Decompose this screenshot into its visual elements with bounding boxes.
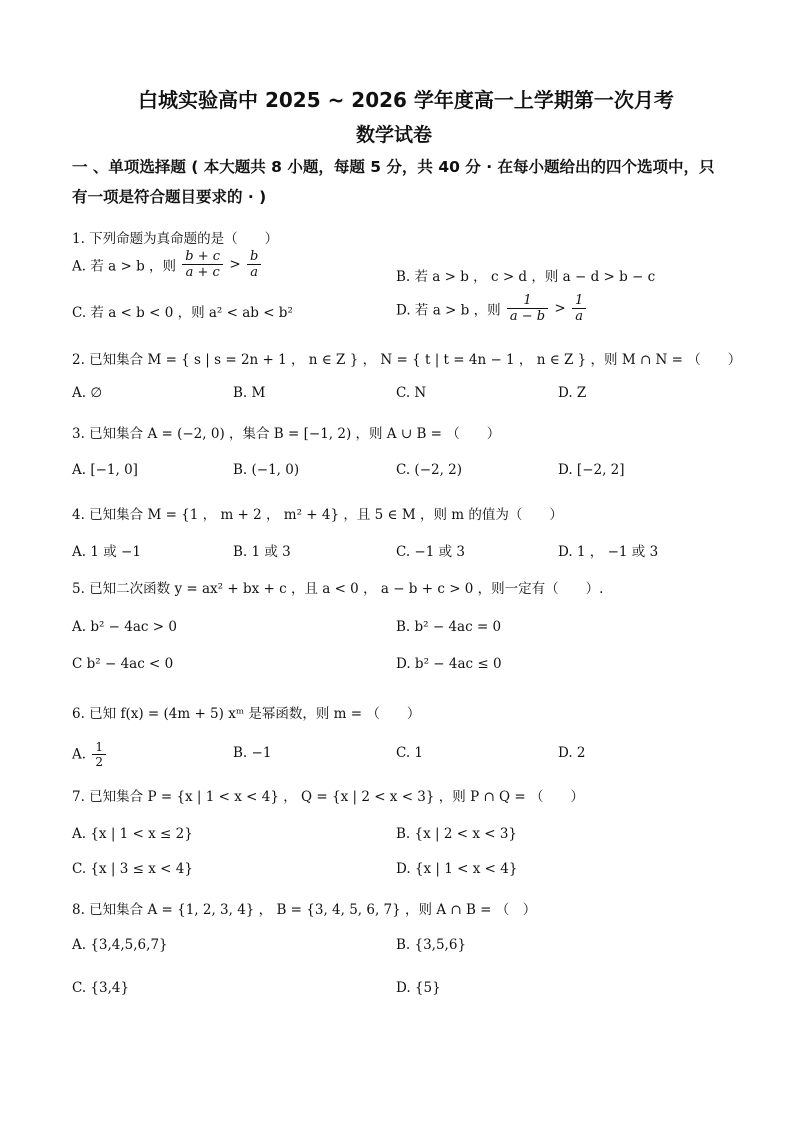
question-3-option-c: C. (−2, 2) bbox=[396, 462, 463, 478]
question-4-stem: 4. 已知集合 M = {1 ， m + 2 ， m² + 4} ，且 5 ∈ M ，则 m 的值为（ ） bbox=[72, 507, 563, 523]
question-3-option-b: B. (−1, 0) bbox=[233, 462, 300, 478]
question-7-option-c: C. {x | 3 ≤ x < 4} bbox=[72, 861, 193, 877]
question-1-option-d bbox=[396, 293, 588, 324]
question-2-option-c: C. N bbox=[396, 385, 427, 401]
question-2-stem: 2. 已知集合 M = { s | s = 2n + 1 ， n ∈ Z } ， N = { t | t = 4n − 1 ， n ∈ Z } ，则 M ∩ N = （ ） bbox=[72, 352, 742, 368]
question-2-option-d: D. Z bbox=[558, 385, 587, 401]
fraction bbox=[92, 740, 106, 769]
question-3-stem: 3. 已知集合 A = (−2, 0) ，集合 B = [−1, 2) ，则 A ∪ B = （ ） bbox=[72, 426, 501, 442]
question-4-option-a: A. 1 或 −1 bbox=[72, 544, 141, 560]
question-6-option-d: D. 2 bbox=[558, 745, 586, 761]
fraction-denominator: a + c bbox=[182, 264, 223, 280]
fraction-numerator: b + c bbox=[185, 249, 221, 264]
fraction bbox=[247, 249, 261, 280]
question-8-option-d: D. {5} bbox=[396, 980, 441, 996]
fraction-numerator: b bbox=[249, 249, 259, 264]
fraction bbox=[182, 249, 223, 280]
question-2-option-a: A. ∅ bbox=[72, 385, 103, 401]
question-6-option-c: C. 1 bbox=[396, 745, 424, 761]
question-7-option-a: A. {x | 1 < x ≤ 2} bbox=[72, 826, 193, 842]
question-8-option-b: B. {3,5,6} bbox=[396, 937, 467, 953]
question-1-stem: 1. 下列命题为真命题的是（ ） bbox=[72, 231, 279, 247]
fraction bbox=[572, 293, 586, 324]
option-d-prefix: D. 若 a > b ，则 bbox=[396, 302, 501, 319]
exam-title: 白城实验高中 2025 ~ 2026 学年度高一上学期第一次月考 bbox=[138, 88, 674, 112]
option-a-prefix: A. 若 a > b ，则 bbox=[72, 258, 176, 275]
fraction-denominator: a − b bbox=[507, 308, 548, 324]
question-8-option-a: A. {3,4,5,6,7} bbox=[72, 937, 168, 953]
section-heading-line1: 一 、单项选择题 ( 本大题共 8 小题，每题 5 分，共 40 分 · 在每小题给出的四个选项中，只 bbox=[72, 158, 715, 176]
question-8-option-c: C. {3,4} bbox=[72, 980, 130, 996]
question-7-option-d: D. {x | 1 < x < 4} bbox=[396, 861, 518, 877]
question-2-option-b: B. M bbox=[233, 385, 266, 401]
question-5-option-b: B. b² − 4ac = 0 bbox=[396, 619, 502, 635]
greater-than: > bbox=[229, 256, 241, 273]
question-4-option-c: C. −1 或 3 bbox=[396, 544, 466, 560]
option-a-prefix: A. bbox=[72, 746, 87, 763]
question-5-option-d: D. b² − 4ac ≤ 0 bbox=[396, 656, 502, 672]
question-5-option-a: A. b² − 4ac > 0 bbox=[72, 619, 177, 635]
exam-subtitle: 数学试卷 bbox=[356, 124, 433, 146]
fraction-numerator: 1 bbox=[95, 740, 103, 754]
question-1-option-a bbox=[72, 249, 263, 280]
question-1-option-c: C. 若 a < b < 0 ，则 a² < ab < b² bbox=[72, 305, 293, 321]
question-7-stem: 7. 已知集合 P = {x | 1 < x < 4} ， Q = {x | 2 < x < 3} ，则 P ∩ Q = （ ） bbox=[72, 789, 585, 805]
fraction-numerator: 1 bbox=[523, 293, 532, 308]
question-3-option-a: A. [−1, 0] bbox=[72, 462, 138, 478]
question-4-option-d: D. 1 ， −1 或 3 bbox=[558, 544, 659, 560]
question-8-stem: 8. 已知集合 A = {1, 2, 3, 4} ， B = {3, 4, 5, 6, 7} ，则 A ∩ B = （ ） bbox=[72, 902, 537, 918]
section-heading-line2: 有一项是符合题目要求的 · ) bbox=[72, 188, 267, 206]
fraction-denominator: a bbox=[247, 264, 261, 280]
question-4-option-b: B. 1 或 3 bbox=[233, 544, 291, 560]
greater-than: > bbox=[554, 300, 566, 317]
question-5-stem: 5. 已知二次函数 y = ax² + bx + c ，且 a < 0 ， a − b + c > 0 ，则一定有（ ）. bbox=[72, 581, 604, 597]
question-6-stem: 6. 已知 f(x) = (4m + 5) xᵐ 是幂函数，则 m = （ ） bbox=[72, 706, 421, 722]
question-6-option-b: B. −1 bbox=[233, 745, 272, 761]
question-5-option-c: C b² − 4ac < 0 bbox=[72, 656, 174, 672]
question-1-option-b: B. 若 a > b ， c > d ，则 a − d > b − c bbox=[396, 269, 656, 285]
fraction-numerator: 1 bbox=[575, 293, 584, 308]
question-6-option-a bbox=[72, 740, 108, 769]
fraction-denominator: 2 bbox=[92, 754, 106, 769]
question-7-option-b: B. {x | 2 < x < 3} bbox=[396, 826, 518, 842]
question-3-option-d: D. [−2, 2] bbox=[558, 462, 625, 478]
fraction-denominator: a bbox=[572, 308, 586, 324]
fraction bbox=[507, 293, 548, 324]
